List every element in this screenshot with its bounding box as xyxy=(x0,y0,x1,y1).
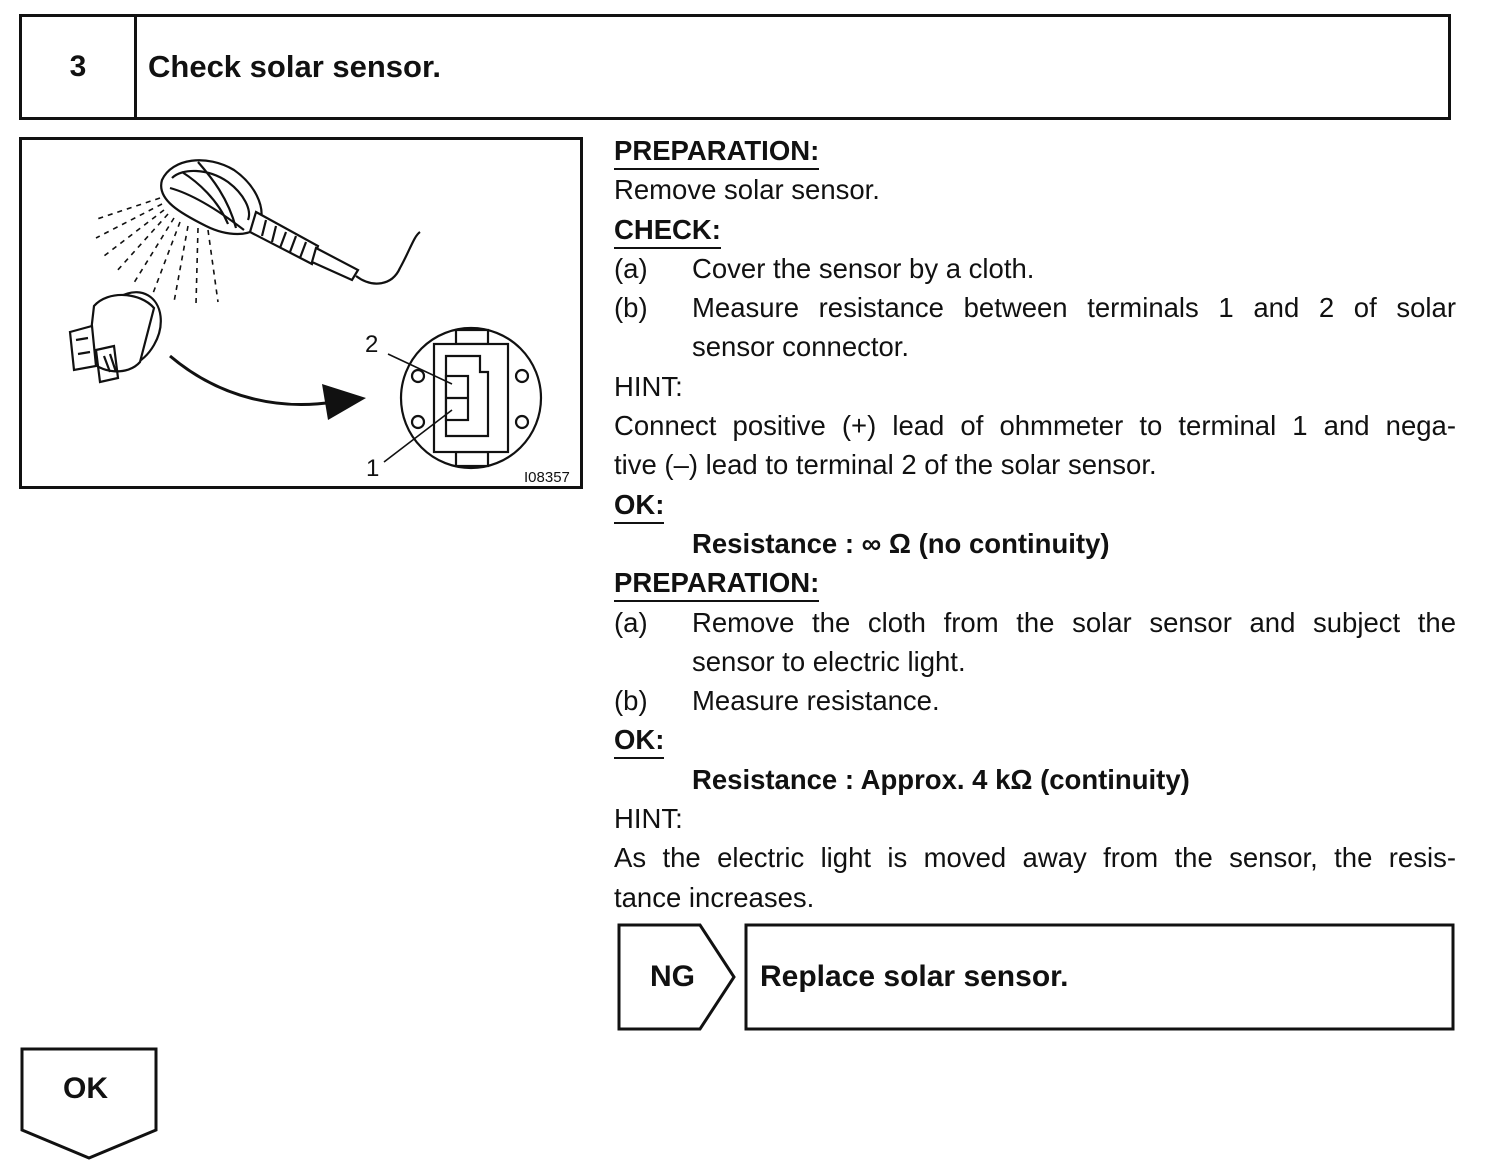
ng-label: NG xyxy=(650,960,695,993)
ok-label: OK xyxy=(63,1072,108,1105)
lamp-icon xyxy=(161,160,358,280)
item-label: (a) xyxy=(614,252,648,284)
lamp-cord xyxy=(356,232,420,284)
item-label: (b) xyxy=(614,685,648,717)
check-item-a xyxy=(614,249,1456,288)
hint-heading: HINT: xyxy=(614,370,683,402)
sensor-icon xyxy=(70,280,174,382)
hint-text: tive (–) lead to terminal 2 of the solar sensor. xyxy=(614,449,1157,481)
hint-text: tance increases. xyxy=(614,881,815,913)
item-text: Cover the sensor by a cloth. xyxy=(692,252,1035,284)
hint-heading: HINT: xyxy=(614,803,683,835)
item-text: sensor to electric light. xyxy=(692,645,966,677)
item-text: sensor connector. xyxy=(692,331,910,363)
step-title: Check solar sensor. xyxy=(148,49,441,84)
procedure-text xyxy=(614,131,1456,917)
item-text: Remove the cloth from the solar sensor and subject the xyxy=(692,606,1456,638)
ng-action: Replace solar sensor. xyxy=(760,960,1069,993)
ok-spec: Resistance : ∞ Ω (no continuity) xyxy=(692,527,1110,559)
preparation-heading: PREPARATION: xyxy=(614,568,819,602)
arrow-icon xyxy=(322,384,366,420)
item-text: Measure resistance. xyxy=(692,685,940,717)
item-label: (b) xyxy=(614,292,648,324)
prep-item-a xyxy=(614,603,1456,642)
terminal-label-2: 2 xyxy=(365,331,379,358)
figure-id: I08357 xyxy=(524,469,570,486)
ok-heading: OK: xyxy=(614,490,664,524)
check-heading: CHECK: xyxy=(614,215,721,249)
item-text: Measure resistance between terminals 1 and 2 of solar xyxy=(692,292,1456,324)
arrow-line xyxy=(170,356,334,405)
connector-icon xyxy=(401,328,541,468)
hint-text: As the electric light is moved away from the sensor, the resis- xyxy=(614,842,1456,874)
step-number: 3 xyxy=(22,17,137,117)
prep-item-b xyxy=(614,681,1456,720)
ok-spec: Resistance : Approx. 4 kΩ (continuity) xyxy=(692,763,1190,795)
step-header xyxy=(19,14,1451,120)
preparation-text: Remove solar sensor. xyxy=(614,174,880,206)
solar-sensor-illustration xyxy=(22,140,580,486)
hint-text: Connect positive (+) lead of ohmmeter to terminal 1 and nega- xyxy=(614,410,1456,442)
preparation-heading: PREPARATION: xyxy=(614,136,819,170)
terminal-label-1: 1 xyxy=(366,455,380,482)
solar-sensor-figure xyxy=(19,137,583,489)
ok-result-box xyxy=(19,1046,161,1162)
ng-result-box xyxy=(614,922,1456,1034)
item-label: (a) xyxy=(614,606,648,638)
ok-heading: OK: xyxy=(614,725,664,759)
check-item-b xyxy=(614,288,1456,327)
